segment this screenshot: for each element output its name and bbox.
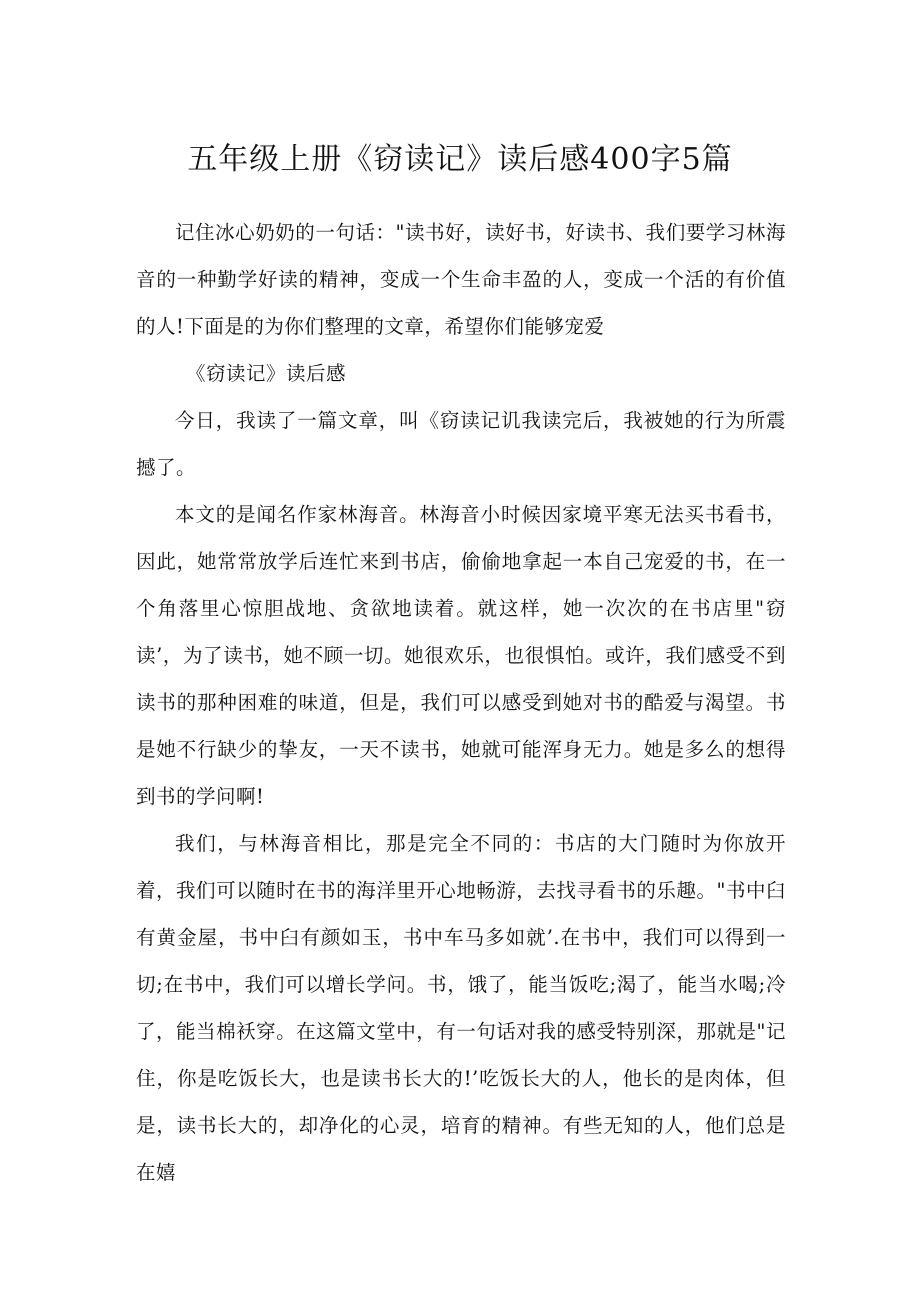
section-subtitle: 《窃读记》读后感 bbox=[186, 362, 347, 385]
body-paragraph-2: 本文的是闻名作家林海音。林海音小时候因家境平寒无法买书看书，因此，她常常放学后连忙来到书店，偷偷地拿起一本自己宠爱的书，在一个角落里心惊胆战地、贪欲地读着。就这样，她一次次的在书店里"窃读’，为了读书，她不顾一切。她很欢乐，也很惧怕。或许，我们感受不到读书的那种困难的味道，但是，我们可以感受到她对书的酷爱与渴望。书是她不行缺少的挚友，一天不读书，她就可能浑身无力。她是多么的想得到书的学问啊! bbox=[136, 503, 786, 808]
body-paragraph-3: 我们，与林海音相比，那是完全不同的：书店的大门随时为你放开着，我们可以随时在书的海洋里开心地畅游，去找寻看书的乐趣。"书中臼有黄金屋，书中臼有颜如玉，书中车马多如就’.在书中，我们可以得到一切;在书中，我们可以增长学问。书，饿了，能当饭吃;渴了，能当水喝;冷了，能当棉袄穿。在这篇文堂中，有一句话对我的感受特别深，那就是"记住，你是吃饭长大，也是读书长大的!’吃饭长大的人，他长的是肉体，但是，读书长大的，却净化的心灵，培育的精神。有些无知的人，他们总是在嬉 bbox=[136, 832, 786, 1184]
intro-paragraph: 记住冰心奶奶的一句话："读书好，读好书，好读书、我们要学习林海音的一种勤学好读的精神，变成一个生命丰盈的人，变成一个活的有价值的人!下面是的为你们整理的文章，希望你们能够宠爱 bbox=[136, 221, 786, 338]
document-body bbox=[136, 209, 786, 1196]
body-paragraph-1: 今日，我读了一篇文章，叫《窃读记讥我读完后，我被她的行为所震撼了。 bbox=[136, 409, 786, 479]
document-title: 五年级上册《窃读记》读后感400字5篇 bbox=[187, 142, 733, 177]
